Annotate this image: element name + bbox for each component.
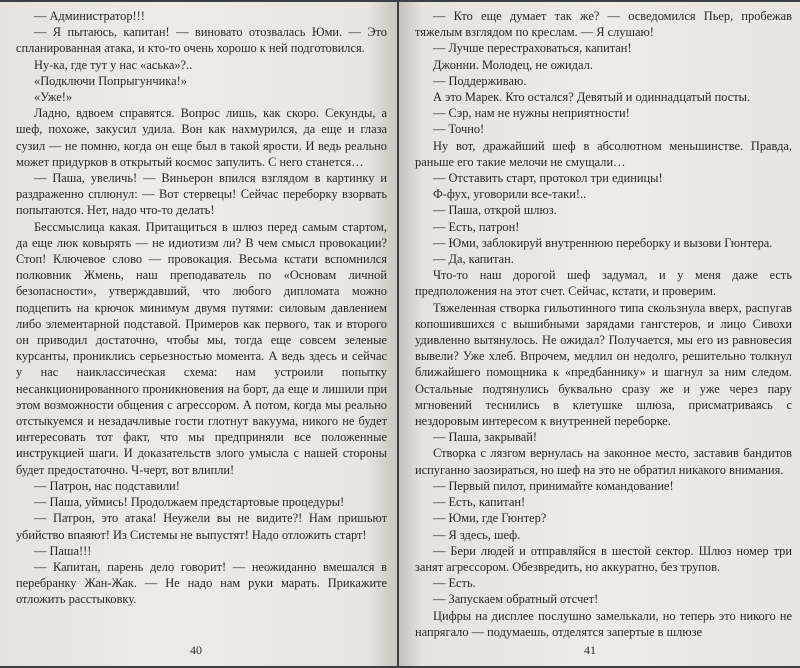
left-page-number: 40 <box>190 643 202 657</box>
paragraph: Створка с лязгом вернулась на законное место, заставив бандитов испуганно заозираться, но шеф на это не обратил никакого внимания. <box>415 446 792 477</box>
paragraph: — Паша!!! <box>34 543 92 558</box>
right-page <box>399 2 800 666</box>
paragraph: — Есть, патрон! <box>433 219 520 234</box>
paragraph: — Точно! <box>433 122 485 137</box>
paragraph: Бессмыслица какая. Притащиться в шлюз перед самым стартом, да еще люк ковырять — не идиотизм ли? В чем смысл провокации? Стоп! Ключевое слово — провокация. Весьма кстати вспомнился полковник Жмень, наш преподаватель по «Основам личной безопасности», утверждавший, что любого дипломата можно подцепить на крючок минимум двумя путями: силовым давлением либо элементарной подставой. Примеров как первого, так и второго он приводил достаточно, чтобы мы, тогда еще совсем зеленые курсанты, прониклись серьезностью момента. А ведь здесь и сейчас у нас наиклассическая схема: нам устроили попытку несанкционированного проникновения на борт, да еще и лишили при этом возможности общения с агрессором. А потом, когда мы реально отстыкуемся и незадачливые гости глотнут вакуума, никого не будет интересовать тот факт, что мы предприняли все положенные инструкцией шаги. И доказательств злого умысла с нашей стороны будет предостаточно. Ч-черт, вот влипли! <box>16 219 387 477</box>
paragraph: «Подключи Попрыгунчика!» <box>34 73 187 88</box>
paragraph: — Паша, открой шлюз. <box>433 203 557 218</box>
right-page-number: 41 <box>584 643 596 657</box>
left-page-text <box>16 8 387 608</box>
right-page-text <box>415 8 792 640</box>
paragraph: Ну-ка, где тут у нас «аська»?.. <box>34 57 193 72</box>
paragraph: — Отставить старт, протокол три единицы! <box>433 171 663 186</box>
paragraph: — Патрон, это атака! Неужели вы не видите?! Нам пришьют убийство впаяют! Из Системы не выпустят! Надо отложить старт! <box>16 511 387 542</box>
paragraph: — Есть. <box>433 576 476 591</box>
paragraph: «Уже!» <box>34 90 73 105</box>
paragraph: — Я пытаюсь, капитан! — виновато отозвалась Юми. — Это спланированная атака, и кто-то очень хорошо к ней подготовился. <box>16 25 387 56</box>
paragraph: — Первый пилот, принимайте командование! <box>433 478 674 493</box>
paragraph: — Кто еще думает так же? — осведомился Пьер, пробежав тяжелым взглядом по креслам. — Я слушаю! <box>415 9 792 40</box>
paragraph: — Паша, закрывай! <box>433 430 538 445</box>
paragraph: А это Марек. Кто остался? Девятый и одиннадцатый посты. <box>433 90 751 105</box>
paragraph: — Бери людей и отправляйся в шестой сектор. Шлюз номер три занят агрессором. Обезвредить, но аккуратно, без трупов. <box>415 543 792 574</box>
paragraph: — Сэр, нам не нужны неприятности! <box>433 106 630 121</box>
paragraph: Ф-фух, уговорили все-таки!.. <box>433 187 587 202</box>
paragraph: Что-то наш дорогой шеф задумал, и у меня даже есть предположения на этот счет. Сейчас, кстати, и проверим. <box>415 268 792 299</box>
paragraph: — Лучше перестраховаться, капитан! <box>433 41 632 56</box>
paragraph: Тяжеленная створка гильотинного типа скользнула вверх, распугав копошившихся с вышибными зарядами гангстеров, и лицо Сивохи удивленно вытянулось. Не ожидал? Получается, мы его из равновесия вывели? Уже хлеб. Впрочем, медлил он недолго, решительно толкнул ближайшего помощника к «предбаннику» и шагнул за ним следом. Остальные подтянулись буквально сразу же и уже через пару мгновений теснились в клетушке шлюза, присматриваясь с нездоровым интересом к внутренней переборке. <box>415 300 792 429</box>
paragraph: Ну вот, дражайший шеф в абсолютном меньшинстве. Правда, раньше его такие мелочи не смущали… <box>415 138 792 169</box>
paragraph: — Администратор!!! <box>34 9 145 23</box>
paragraph: — Паша, увеличь! — Виньерон впился взглядом в картинку и раздраженно сплюнул: — Вот стервецы! Сейчас переборку взорвать попытаются. Нет, надо что-то делать! <box>16 171 387 218</box>
paragraph: — Патрон, нас подставили! <box>34 478 180 493</box>
paragraph: — Запускаем обратный отсчет! <box>433 592 599 607</box>
paragraph: — Да, капитан. <box>433 252 514 267</box>
paragraph: Цифры на дисплее послушно замелькали, но теперь это никого не напрягало — подумаешь, отделятся запертые в шлюзе <box>415 608 792 639</box>
paragraph: — Паша, уймись! Продолжаем предстартовые процедуры! <box>34 495 345 510</box>
paragraph: — Есть, капитан! <box>433 495 526 510</box>
paragraph: — Юми, где Гюнтер? <box>433 511 547 526</box>
paragraph: — Капитан, парень дело говорит! — неожиданно вмешался в перебранку Жан-Жак. — Не надо нам руки марать. Прикажите отложить расстыковку. <box>16 559 387 607</box>
left-page <box>0 2 397 666</box>
paragraph: Джонни. Молодец, не ожидал. <box>433 57 593 72</box>
paragraph: — Юми, заблокируй внутреннюю переборку и вызови Гюнтера. <box>433 235 773 250</box>
paragraph: — Я здесь, шеф. <box>433 527 521 542</box>
paragraph: Ладно, вдвоем справятся. Вопрос лишь, как скоро. Секунды, а шеф, похоже, закусил удила. Вон как нахмурился, да еще и глаза сузил — не помню, когда он еще был в такой ярости. И ведь реально может придурков в открытый космос запулить. С него станется… <box>16 106 387 169</box>
paragraph: — Поддерживаю. <box>433 73 527 88</box>
